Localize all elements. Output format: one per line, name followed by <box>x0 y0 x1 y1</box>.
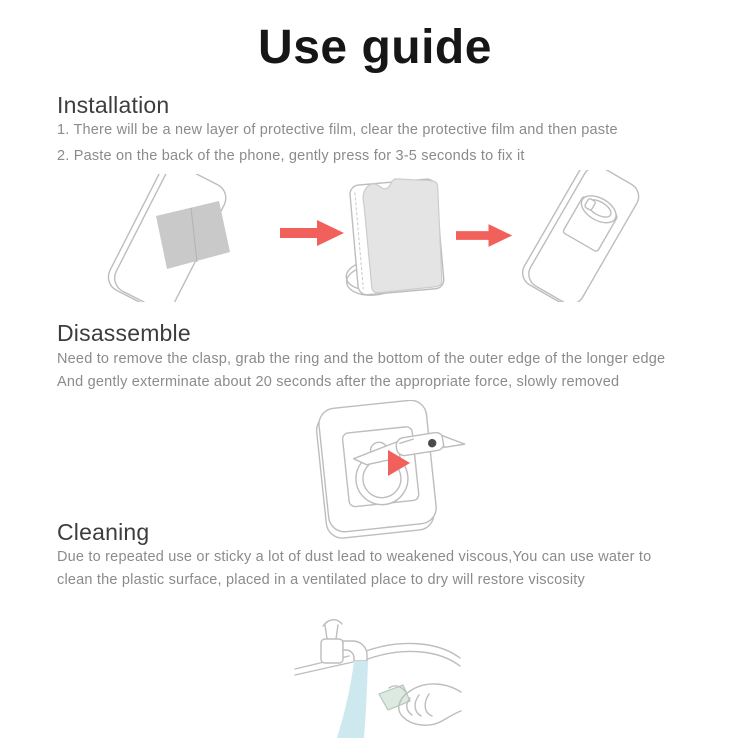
installation-step-1: 1. There will be a new layer of protective film, clear the protective film and then paste <box>57 122 618 138</box>
arrow-right-icon <box>456 222 514 249</box>
installation-heading: Installation <box>57 92 170 118</box>
page-title: Use guide <box>258 21 492 74</box>
installation-step-2: 2. Paste on the back of the phone, gently press for 3-5 seconds to fix it <box>57 148 525 164</box>
disassemble-line-2: And gently exterminate about 20 seconds after the appropriate force, slowly removed <box>57 374 620 390</box>
phone-with-ring-illustration <box>508 170 654 302</box>
disassemble-line-1: Need to remove the clasp, grab the ring and the bottom of the outer edge of the longer edge <box>57 351 666 367</box>
holder-peel-film-illustration <box>334 172 462 300</box>
disassemble-heading: Disassemble <box>57 320 191 346</box>
cleaning-line-1: Due to repeated use or sticky a lot of dust lead to weakened viscous,You can use water to <box>57 549 652 565</box>
cleaning-heading: Cleaning <box>57 519 150 545</box>
phone-with-film-illustration <box>96 174 248 302</box>
cleaning-line-2: clean the plastic surface, placed in a ventilated place to dry will restore viscosity <box>57 572 585 588</box>
water-stream <box>337 661 368 738</box>
disassemble-illustration <box>296 400 468 540</box>
cleaning-illustration <box>293 612 463 750</box>
holder-plate <box>379 685 410 710</box>
peeling-film <box>361 175 446 293</box>
